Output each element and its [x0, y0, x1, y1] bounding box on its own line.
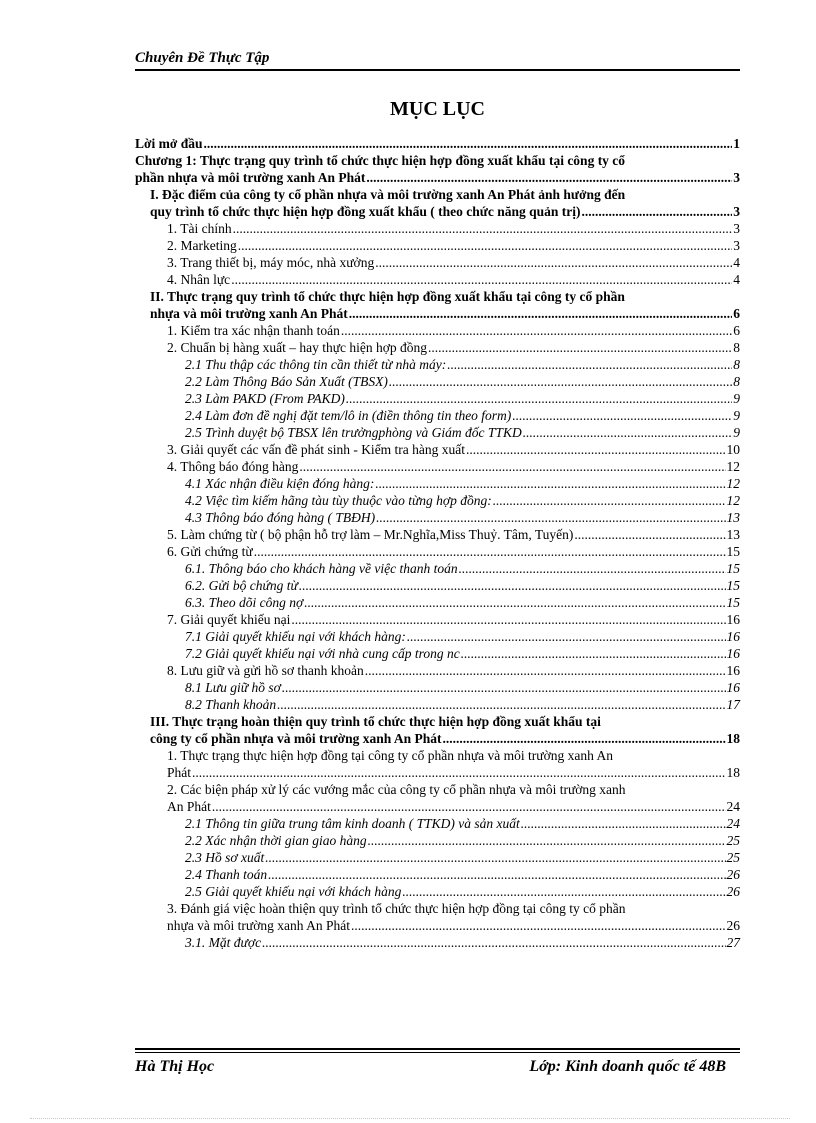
toc-entry-label: III. Thực trạng hoàn thiện quy trình tổ chức thực hiện hợp đồng xuất khẩu tại [150, 714, 601, 729]
toc-entry[interactable] [135, 475, 740, 492]
toc-entry[interactable] [135, 373, 740, 390]
toc-entry[interactable] [135, 730, 740, 747]
toc-entry-label: 2.2 Làm Thông Báo Sản Xuất (TBSX) [185, 374, 388, 389]
toc-entry-label: Lời mở đầu [135, 136, 203, 151]
toc-entry-label: 2.1 Thu thập các thông tin cần thiết từ nhà máy: [185, 357, 447, 372]
toc-entry[interactable] [135, 169, 740, 186]
toc-entry[interactable] [135, 543, 740, 560]
toc-page-number: 12 [726, 476, 740, 491]
toc-entry-label: 3. Đánh giá việc hoàn thiện quy trình tổ chức thực hiện hợp đồng tại công ty cổ phần [167, 901, 626, 916]
toc-entry-label: 1. Thực trạng thực hiện hợp đồng tại công ty cổ phần nhựa và môi trường xanh An [167, 748, 613, 763]
toc-entry-label: 4. Nhân lực [167, 272, 231, 287]
toc-entry-label: 1. Tài chính [167, 221, 232, 236]
toc-entry[interactable] [135, 271, 740, 288]
toc-dot-leader [346, 390, 732, 407]
toc-dot-leader [493, 492, 726, 509]
toc-entry-label: quy trình tổ chức thực hiện hợp đồng xuất khẩu ( theo chức năng quản trị) [150, 204, 581, 219]
toc-page-number: 6 [733, 306, 740, 321]
toc-page-number: 17 [726, 697, 740, 712]
toc-page-number: 15 [726, 561, 740, 576]
toc-entry-label: 2.4 Thanh toán [185, 867, 268, 882]
toc-entry-label: 7.2 Giải quyết khiếu nại với nhà cung cấp trong nc [185, 646, 460, 661]
toc-page-number: 24 [726, 799, 740, 814]
toc-entry-label: 2.5 Trình duyệt bộ TBSX lên trưởngphòng và Giám đốc TTKD [185, 425, 522, 440]
toc-dot-leader [262, 934, 725, 951]
toc-entry-label: 1. Kiểm tra xác nhận thanh toán [167, 323, 340, 338]
toc-entry[interactable] [135, 322, 740, 339]
toc-entry-label: 3. Giải quyết các vấn đề phát sinh - Kiểm tra hàng xuất [167, 442, 466, 457]
toc-entry[interactable] [135, 679, 740, 696]
toc-dot-leader [581, 203, 732, 220]
toc-entry[interactable] [135, 628, 740, 645]
toc-page-number: 27 [726, 935, 740, 950]
toc-page-number: 15 [726, 544, 740, 559]
toc-page-number: 16 [726, 680, 740, 695]
toc-dot-leader [268, 866, 725, 883]
toc-dot-leader [461, 645, 726, 662]
toc-entry-label: 2. Marketing [167, 238, 237, 253]
toc-entry-label: 2. Chuẩn bị hàng xuất – hay thực hiện hợp đồng [167, 340, 428, 355]
page-bottom-border [30, 1118, 790, 1119]
footer-rule-thin [135, 1052, 740, 1053]
toc-entry[interactable] [135, 764, 740, 781]
toc-page-number: 3 [733, 170, 740, 185]
toc-entry[interactable] [135, 526, 740, 543]
toc-dot-leader [299, 577, 726, 594]
toc-page-number: 8 [733, 340, 740, 355]
toc-dot-leader [466, 441, 725, 458]
toc-page-number: 15 [726, 595, 740, 610]
toc-page-number: 13 [726, 527, 740, 542]
toc-entry[interactable] [135, 441, 740, 458]
toc-entry-label: 6. Gửi chứng từ [167, 544, 253, 559]
header-rule [135, 69, 740, 71]
footer-class: Lớp: Kinh doanh quốc tế 48B [529, 1058, 726, 1075]
toc-dot-leader [402, 883, 725, 900]
toc-dot-leader [447, 356, 732, 373]
toc-dot-leader [299, 458, 725, 475]
toc-entry-label: nhựa và môi trường xanh An Phát [167, 918, 351, 933]
toc-entry-label: phần nhựa và môi trường xanh An Phát [135, 170, 366, 185]
toc-dot-leader [375, 475, 725, 492]
toc-dot-leader [376, 509, 725, 526]
toc-dot-leader [407, 628, 726, 645]
page-footer [135, 1048, 740, 1077]
toc-page-number: 16 [726, 612, 740, 627]
toc-dot-leader [574, 526, 725, 543]
toc-page-number: 24 [726, 816, 740, 831]
toc-entry[interactable] [135, 662, 740, 679]
toc-entry[interactable] [135, 611, 740, 628]
toc-entry[interactable] [135, 356, 740, 373]
toc-page-number: 18 [726, 731, 740, 746]
toc-entry[interactable] [135, 509, 740, 526]
toc-entry-label: II. Thực trạng quy trình tổ chức thực hiện hợp đồng xuất khẩu tại công ty cổ phần [150, 289, 625, 304]
toc-entry-label: 2.2 Xác nhận thời gian giao hàng [185, 833, 367, 848]
toc-entry-label: 8.2 Thanh khoản [185, 697, 277, 712]
toc-dot-leader [389, 373, 732, 390]
toc-entry-label: 2.1 Thông tin giữa trung tâm kinh doanh ( TTKD) và sản xuất [185, 816, 520, 831]
toc-entry-label: 4.2 Việc tìm kiếm hãng tàu tùy thuộc vào từng hợp đồng: [185, 493, 492, 508]
toc-entry-label: An Phát [167, 799, 211, 814]
toc-entry-label: 7. Giải quyết khiếu nại [167, 612, 291, 627]
footer-author: Hà Thị Học [135, 1058, 215, 1075]
toc-page-number: 16 [726, 663, 740, 678]
toc-page-number: 8 [733, 357, 740, 372]
toc-entry-label: 8.1 Lưu giữ hồ sơ [185, 680, 281, 695]
toc-dot-leader [238, 237, 733, 254]
toc-dot-leader [442, 730, 725, 747]
toc-page-number: 4 [733, 255, 740, 270]
toc-page-number: 26 [726, 918, 740, 933]
toc-page-number: 26 [726, 867, 740, 882]
toc-title: MỤC LỤC [390, 98, 485, 120]
toc-page-number: 8 [733, 374, 740, 389]
toc-dot-leader [304, 594, 725, 611]
toc-entry-label: 2.5 Giải quyết khiếu nại với khách hàng [185, 884, 402, 899]
toc-page-number: 26 [726, 884, 740, 899]
toc-entry[interactable] [135, 254, 740, 271]
toc-entry-label: 6.1. Thông báo cho khách hàng về việc thanh toán [185, 561, 458, 576]
toc-entry[interactable] [135, 900, 740, 917]
toc-dot-leader [192, 764, 725, 781]
toc-entry[interactable] [135, 339, 740, 356]
toc-page-number: 1 [733, 136, 740, 151]
toc-entry-label: 2.4 Làm đơn đề nghị đặt tem/lô in (điền thông tin theo form) [185, 408, 512, 423]
toc-page-number: 9 [733, 425, 740, 440]
toc-entry[interactable] [135, 237, 740, 254]
toc-dot-leader [368, 832, 726, 849]
toc-entry[interactable] [135, 645, 740, 662]
toc-entry-label: Phát [167, 765, 192, 780]
toc-dot-leader [459, 560, 726, 577]
toc-entry-label: 7.1 Giải quyết khiếu nại với khách hàng: [185, 629, 406, 644]
toc-page-number: 16 [726, 646, 740, 661]
toc-entry[interactable] [135, 186, 740, 203]
toc-page-number: 6 [733, 323, 740, 338]
toc-entry[interactable] [135, 407, 740, 424]
toc-entry[interactable] [135, 390, 740, 407]
toc-dot-leader [254, 543, 726, 560]
toc-entry[interactable] [135, 560, 740, 577]
toc-dot-leader [203, 135, 732, 152]
toc-dot-leader [233, 220, 733, 237]
toc-entry-label: 2. Các biện pháp xử lý các vướng mắc của công ty cổ phần nhựa và môi trường xanh [167, 782, 626, 797]
toc-dot-leader [375, 254, 732, 271]
toc-entry-label: 8. Lưu giữ và gửi hồ sơ thanh khoản [167, 663, 364, 678]
toc-dot-leader [365, 662, 726, 679]
toc-entry-label: nhựa và môi trường xanh An Phát [150, 306, 348, 321]
toc-entry-label: 4.1 Xác nhận điều kiện đóng hàng: [185, 476, 375, 491]
toc-dot-leader [523, 424, 733, 441]
toc-entry-label: 4.3 Thông báo đóng hàng ( TBĐH) [185, 510, 376, 525]
toc-dot-leader [351, 917, 725, 934]
toc-entry[interactable] [135, 220, 740, 237]
toc-dot-leader [428, 339, 732, 356]
table-of-contents [135, 135, 740, 951]
toc-entry[interactable] [135, 696, 740, 713]
toc-entry[interactable] [135, 577, 740, 594]
page-header [135, 48, 740, 71]
toc-entry[interactable] [135, 424, 740, 441]
toc-entry[interactable] [135, 288, 740, 305]
toc-page-number: 9 [733, 408, 740, 423]
toc-dot-leader [265, 849, 725, 866]
toc-entry[interactable] [135, 305, 740, 322]
toc-dot-leader [231, 271, 732, 288]
toc-entry[interactable] [135, 866, 740, 883]
toc-entry[interactable] [135, 917, 740, 934]
toc-entry-label: I. Đặc điểm của công ty cổ phần nhựa và môi trường xanh An Phát ảnh hưởng đến [150, 187, 626, 202]
toc-entry[interactable] [135, 152, 740, 169]
toc-entry[interactable] [135, 883, 740, 900]
toc-entry-label: 3. Trang thiết bị, máy móc, nhà xưởng [167, 255, 375, 270]
footer-rule [135, 1048, 740, 1050]
toc-entry-label: 2.3 Làm PAKD (From PAKD) [185, 391, 345, 406]
toc-page-number: 12 [726, 459, 740, 474]
toc-entry[interactable] [135, 849, 740, 866]
toc-dot-leader [349, 305, 733, 322]
toc-page-number: 12 [726, 493, 740, 508]
toc-dot-leader [366, 169, 732, 186]
header-title: Chuyên Đề Thực Tập [135, 50, 270, 66]
toc-page-number: 15 [726, 578, 740, 593]
toc-page-number: 10 [726, 442, 740, 457]
toc-entry-label: Chương 1: Thực trạng quy trình tổ chức thực hiện hợp đồng xuất khẩu tại công ty cổ [135, 153, 626, 168]
toc-dot-leader [291, 611, 725, 628]
toc-entry[interactable] [135, 934, 740, 951]
toc-page-number: 9 [733, 391, 740, 406]
toc-page-number: 16 [726, 629, 740, 644]
toc-entry[interactable] [135, 781, 740, 798]
toc-entry[interactable] [135, 458, 740, 475]
toc-entry[interactable] [135, 798, 740, 815]
toc-entry-label: 5. Làm chứng từ ( bộ phận hỗ trợ làm – Mr.Nghĩa,Miss Thuỷ. Tâm, Tuyến) [167, 527, 574, 542]
toc-entry[interactable] [135, 492, 740, 509]
toc-entry[interactable] [135, 747, 740, 764]
toc-entry[interactable] [135, 203, 740, 220]
toc-page-number: 3 [733, 204, 740, 219]
toc-dot-leader [341, 322, 732, 339]
toc-entry-label: 6.3. Theo dõi công nợ [185, 595, 304, 610]
toc-page-number: 13 [726, 510, 740, 525]
toc-entry-label: 4. Thông báo đóng hàng [167, 459, 299, 474]
toc-entry[interactable] [135, 815, 740, 832]
toc-entry-label: 3.1. Mặt được [185, 935, 262, 950]
toc-dot-leader [212, 798, 726, 815]
toc-page-number: 25 [726, 850, 740, 865]
toc-entry-label: 2.3 Hồ sơ xuất [185, 850, 265, 865]
toc-page-number: 3 [733, 238, 740, 253]
toc-page-number: 18 [726, 765, 740, 780]
toc-entry[interactable] [135, 832, 740, 849]
toc-entry[interactable] [135, 135, 740, 152]
toc-dot-leader [512, 407, 732, 424]
toc-page-number: 3 [733, 221, 740, 236]
toc-dot-leader [282, 679, 726, 696]
toc-entry-label: công ty cổ phần nhựa và môi trường xanh An Phát [150, 731, 442, 746]
toc-dot-leader [277, 696, 725, 713]
toc-page-number: 25 [726, 833, 740, 848]
toc-entry[interactable] [135, 713, 740, 730]
toc-entry[interactable] [135, 594, 740, 611]
toc-dot-leader [521, 815, 726, 832]
toc-entry-label: 6.2. Gửi bộ chứng từ [185, 578, 298, 593]
toc-page-number: 4 [733, 272, 740, 287]
